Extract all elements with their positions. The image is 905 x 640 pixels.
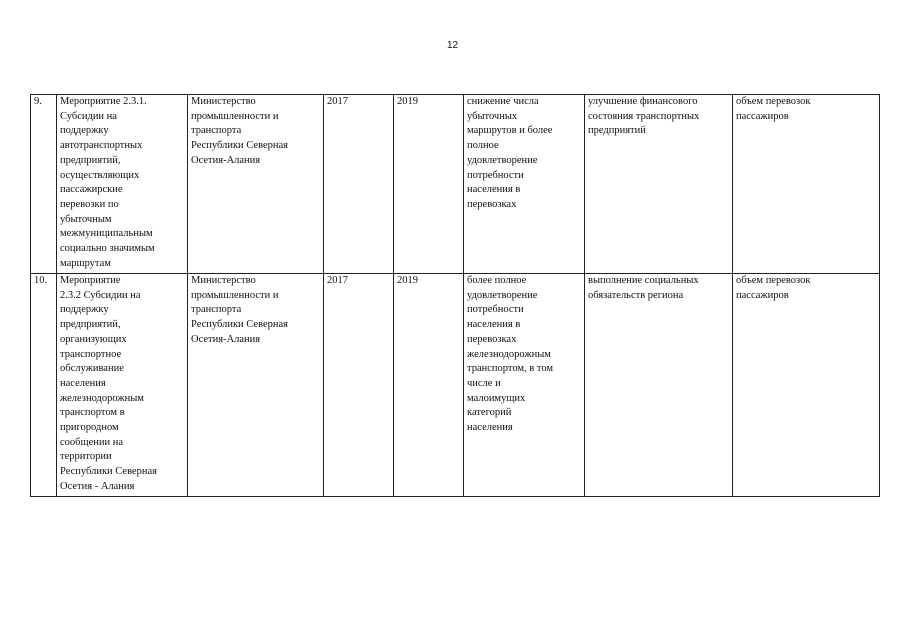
cell-text-line: убыточным [60, 213, 112, 225]
cell-text-line: транспорта [191, 304, 242, 316]
cell-start [324, 95, 394, 274]
cell-text-line: Мероприятие [60, 275, 121, 286]
cell-text-line: более полное [467, 275, 527, 286]
cell-text-line: числе и [467, 377, 501, 389]
cell-text-line: межмуниципальным [60, 228, 153, 240]
cell-text-line: обязательств региона [588, 289, 684, 301]
cell-text-line: перевозках [467, 333, 517, 345]
cell-text-line: пассажиров [736, 110, 789, 122]
cell-text-line: Республики Северная [191, 140, 289, 152]
cell-goal [585, 274, 733, 497]
cell-num [31, 95, 57, 274]
cell-text-line: промышленности и [191, 110, 279, 122]
cell-text-line: малоимущих [467, 392, 526, 404]
cell-indicator [733, 274, 880, 497]
cell-text-line: снижение числа [467, 96, 539, 107]
cell-text-line: потребности [467, 169, 524, 181]
cell-text-line: выполнение социальных [588, 275, 699, 286]
cell-text: 2017 [327, 275, 348, 286]
cell-start [324, 274, 394, 497]
page-number: 12 [446, 40, 459, 51]
cell-text-line: транспортом в [60, 407, 125, 419]
cell-text-line: 2.3.2 Субсидии на [60, 289, 141, 301]
cell-text-line: Осетия-Алания [191, 154, 261, 166]
cell-num [31, 274, 57, 497]
cell-text: 10. [34, 275, 48, 286]
cell-end [394, 274, 464, 497]
cell-text-line: Осетия - Алания [60, 480, 135, 492]
cell-text-line: маршрутов и более [467, 125, 553, 137]
cell-text-line: населения в [467, 319, 521, 331]
cell-text: 2017 [327, 96, 348, 107]
cell-text: 9. [34, 96, 42, 107]
cell-text-line: удовлетворение [467, 154, 538, 166]
cell-text-line: населения [60, 377, 106, 389]
cell-text-line: удовлетворение [467, 289, 538, 301]
cell-text-line: автотранспортных [60, 140, 143, 152]
program-table-body [31, 95, 880, 497]
cell-goal [585, 95, 733, 274]
cell-text-line: Республики Северная [60, 466, 158, 478]
cell-text-line: предприятий, [60, 154, 121, 166]
cell-text-line: перевозки по [60, 198, 119, 210]
cell-event [57, 274, 188, 497]
cell-text-line: поддержку [60, 304, 109, 316]
cell-result [464, 274, 585, 497]
table-row [31, 95, 880, 274]
cell-text-line: поддержку [60, 125, 109, 137]
cell-text-line: сообщении на [60, 436, 124, 448]
cell-text-line: объем перевозок [736, 275, 811, 286]
cell-indicator [733, 95, 880, 274]
cell-text-line: Министерство [191, 275, 256, 286]
cell-text-line: организующих [60, 333, 127, 345]
cell-text-line: перевозках [467, 198, 517, 210]
cell-text-line: объем перевозок [736, 96, 811, 107]
cell-text-line: железнодорожным [60, 392, 144, 404]
cell-text-line: категорий [467, 407, 512, 419]
cell-end [394, 95, 464, 274]
program-table [30, 94, 880, 497]
cell-text-line: Мероприятие 2.3.1. [60, 96, 147, 107]
cell-executor [188, 274, 324, 497]
cell-text-line: Осетия-Алания [191, 333, 261, 345]
cell-text-line: предприятий, [60, 319, 121, 331]
cell-result [464, 95, 585, 274]
cell-text-line: промышленности и [191, 289, 279, 301]
cell-text-line: Министерство [191, 96, 256, 107]
cell-text-line: пассажирские [60, 184, 123, 196]
cell-event [57, 95, 188, 274]
cell-text-line: полное [467, 140, 499, 152]
cell-text-line: населения [467, 422, 513, 434]
cell-text-line: пригородном [60, 422, 119, 434]
cell-text-line: предприятий [588, 125, 646, 137]
cell-text: 2019 [397, 96, 418, 107]
cell-text-line: улучшение финансового [588, 96, 698, 107]
cell-text-line: железнодорожным [467, 348, 551, 360]
cell-text-line: транспорта [191, 125, 242, 137]
cell-text-line: обслуживание [60, 363, 124, 375]
cell-text-line: транспортное [60, 348, 122, 360]
cell-text-line: территории [60, 451, 112, 463]
cell-text-line: социально значимым [60, 243, 155, 255]
cell-text-line: осуществляющих [60, 169, 140, 181]
cell-text-line: Республики Северная [191, 319, 289, 331]
cell-text-line: пассажиров [736, 289, 789, 301]
table-row [31, 274, 880, 497]
cell-executor [188, 95, 324, 274]
cell-text: 2019 [397, 275, 418, 286]
cell-text-line: транспортом, в том [467, 363, 554, 375]
cell-text-line: потребности [467, 304, 524, 316]
cell-text-line: маршрутам [60, 257, 111, 269]
cell-text-line: состояния транспортных [588, 110, 700, 122]
cell-text-line: Субсидии на [60, 110, 117, 122]
cell-text-line: населения в [467, 184, 521, 196]
cell-text-line: убыточных [467, 110, 518, 122]
